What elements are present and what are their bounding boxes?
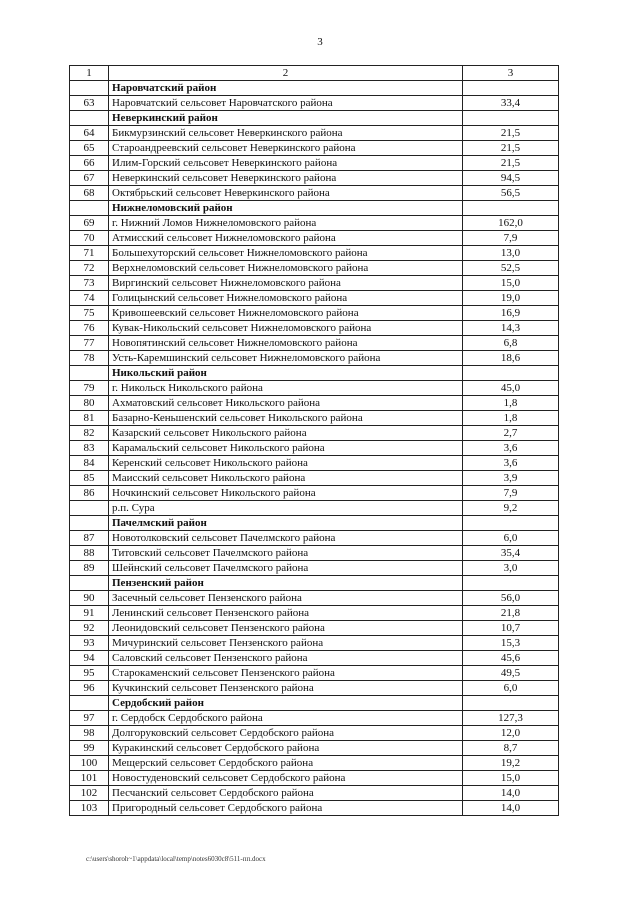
table-row	[70, 606, 559, 621]
value-cell: 14,3	[463, 321, 559, 336]
settlement-name-cell: Староандреевский сельсовет Неверкинского района	[109, 141, 463, 156]
settlement-name-cell: Новопятинский сельсовет Нижнеломовского района	[109, 336, 463, 351]
value-cell: 6,8	[463, 336, 559, 351]
settlement-name-cell: Октябрьский сельсовет Неверкинского района	[109, 186, 463, 201]
district-header-row	[70, 576, 559, 591]
row-number-cell: 85	[70, 471, 109, 486]
table-row	[70, 306, 559, 321]
value-cell: 16,9	[463, 306, 559, 321]
header-col-3: 3	[463, 66, 559, 81]
row-number-cell: 86	[70, 486, 109, 501]
row-number-cell	[70, 501, 109, 516]
settlement-name-cell: Ночкинский сельсовет Никольского района	[109, 486, 463, 501]
table-row	[70, 381, 559, 396]
row-number-cell: 78	[70, 351, 109, 366]
row-number-cell	[70, 696, 109, 711]
row-number-cell: 73	[70, 276, 109, 291]
settlement-name-cell: г. Нижний Ломов Нижнеломовского района	[109, 216, 463, 231]
row-number-cell	[70, 576, 109, 591]
value-cell	[463, 366, 559, 381]
row-number-cell: 99	[70, 741, 109, 756]
settlement-name-cell: Верхнеломовский сельсовет Нижнеломовского района	[109, 261, 463, 276]
table-row	[70, 441, 559, 456]
settlement-name-cell: Новотолковский сельсовет Пачелмского района	[109, 531, 463, 546]
row-number-cell: 69	[70, 216, 109, 231]
table-row	[70, 711, 559, 726]
value-cell: 127,3	[463, 711, 559, 726]
settlement-name-cell: Казарский сельсовет Никольского района	[109, 426, 463, 441]
value-cell: 52,5	[463, 261, 559, 276]
settlement-name-cell: Долгоруковский сельсовет Сердобского района	[109, 726, 463, 741]
table-row	[70, 666, 559, 681]
value-cell: 1,8	[463, 396, 559, 411]
value-cell: 21,5	[463, 141, 559, 156]
header-col-1: 1	[70, 66, 109, 81]
table-body	[70, 66, 559, 816]
value-cell: 15,0	[463, 276, 559, 291]
district-name-cell: Сердобский район	[109, 696, 463, 711]
row-number-cell: 101	[70, 771, 109, 786]
value-cell: 18,6	[463, 351, 559, 366]
settlement-name-cell: Ахматовский сельсовет Никольского района	[109, 396, 463, 411]
settlement-name-cell: Базарно-Кеньшенский сельсовет Никольского района	[109, 411, 463, 426]
value-cell: 14,0	[463, 786, 559, 801]
row-number-cell: 96	[70, 681, 109, 696]
row-number-cell: 72	[70, 261, 109, 276]
settlement-name-cell: Бикмурзинский сельсовет Неверкинского района	[109, 126, 463, 141]
district-header-row	[70, 81, 559, 96]
value-cell: 21,8	[463, 606, 559, 621]
district-header-row	[70, 696, 559, 711]
value-cell: 45,0	[463, 381, 559, 396]
settlement-name-cell: Керенский сельсовет Никольского района	[109, 456, 463, 471]
row-number-cell: 79	[70, 381, 109, 396]
row-number-cell: 98	[70, 726, 109, 741]
table-row	[70, 456, 559, 471]
table-row	[70, 216, 559, 231]
table-row	[70, 351, 559, 366]
row-number-cell: 83	[70, 441, 109, 456]
settlement-name-cell: Неверкинский сельсовет Неверкинского района	[109, 171, 463, 186]
table-row	[70, 321, 559, 336]
row-number-cell: 65	[70, 141, 109, 156]
settlement-name-cell: Мичуринский сельсовет Пензенского района	[109, 636, 463, 651]
row-number-cell: 66	[70, 156, 109, 171]
table-row	[70, 486, 559, 501]
row-number-cell: 71	[70, 246, 109, 261]
row-number-cell: 68	[70, 186, 109, 201]
settlement-name-cell: Голицынский сельсовет Нижнеломовского района	[109, 291, 463, 306]
table-row	[70, 126, 559, 141]
row-number-cell: 90	[70, 591, 109, 606]
row-number-cell: 102	[70, 786, 109, 801]
district-name-cell: Никольский район	[109, 366, 463, 381]
table-row	[70, 396, 559, 411]
value-cell	[463, 696, 559, 711]
settlement-name-cell: Кучкинский сельсовет Пензенского района	[109, 681, 463, 696]
value-cell: 33,4	[463, 96, 559, 111]
settlement-name-cell: Засечный сельсовет Пензенского района	[109, 591, 463, 606]
value-cell: 2,7	[463, 426, 559, 441]
value-cell: 21,5	[463, 156, 559, 171]
value-cell: 12,0	[463, 726, 559, 741]
value-cell: 49,5	[463, 666, 559, 681]
page-number: 3	[317, 36, 323, 48]
table-row	[70, 171, 559, 186]
district-header-row	[70, 111, 559, 126]
settlement-name-cell: Большехуторский сельсовет Нижнеломовского района	[109, 246, 463, 261]
value-cell: 15,3	[463, 636, 559, 651]
table-header-row	[70, 66, 559, 81]
value-cell: 3,9	[463, 471, 559, 486]
settlement-name-cell: Новостуденовский сельсовет Сердобского района	[109, 771, 463, 786]
row-number-cell: 87	[70, 531, 109, 546]
settlement-name-cell: г. Никольск Никольского района	[109, 381, 463, 396]
district-name-cell: Пензенский район	[109, 576, 463, 591]
row-number-cell	[70, 201, 109, 216]
table-row	[70, 546, 559, 561]
row-number-cell: 103	[70, 801, 109, 816]
table-row	[70, 276, 559, 291]
value-cell: 35,4	[463, 546, 559, 561]
row-number-cell	[70, 111, 109, 126]
row-number-cell	[70, 81, 109, 96]
row-number-cell: 75	[70, 306, 109, 321]
row-number-cell: 76	[70, 321, 109, 336]
table-row	[70, 756, 559, 771]
table-row	[70, 771, 559, 786]
district-name-cell: Нижнеломовский район	[109, 201, 463, 216]
settlement-name-cell: Леонидовский сельсовет Пензенского района	[109, 621, 463, 636]
settlement-name-cell: Песчанский сельсовет Сердобского района	[109, 786, 463, 801]
settlement-name-cell: Мещерский сельсовет Сердобского района	[109, 756, 463, 771]
row-number-cell: 64	[70, 126, 109, 141]
district-header-row	[70, 516, 559, 531]
value-cell: 56,5	[463, 186, 559, 201]
table-row	[70, 186, 559, 201]
row-number-cell: 95	[70, 666, 109, 681]
value-cell: 19,2	[463, 756, 559, 771]
settlement-name-cell: Титовский сельсовет Пачелмского района	[109, 546, 463, 561]
row-number-cell	[70, 516, 109, 531]
row-number-cell: 89	[70, 561, 109, 576]
table-row	[70, 591, 559, 606]
table-row	[70, 141, 559, 156]
settlement-name-cell: Карамальский сельсовет Никольского района	[109, 441, 463, 456]
value-cell: 7,9	[463, 231, 559, 246]
row-number-cell: 93	[70, 636, 109, 651]
settlement-name-cell: Саловский сельсовет Пензенского района	[109, 651, 463, 666]
table-row	[70, 501, 559, 516]
value-cell: 1,8	[463, 411, 559, 426]
table-row	[70, 621, 559, 636]
allocation-table	[69, 65, 559, 816]
settlement-name-cell: Наровчатский сельсовет Наровчатского района	[109, 96, 463, 111]
value-cell: 14,0	[463, 801, 559, 816]
row-number-cell: 77	[70, 336, 109, 351]
row-number-cell: 81	[70, 411, 109, 426]
table-row	[70, 531, 559, 546]
table-row	[70, 471, 559, 486]
settlement-name-cell: Старокаменский сельсовет Пензенского района	[109, 666, 463, 681]
table-row	[70, 561, 559, 576]
district-name-cell: Неверкинский район	[109, 111, 463, 126]
row-number-cell: 91	[70, 606, 109, 621]
table-row	[70, 336, 559, 351]
value-cell: 3,0	[463, 561, 559, 576]
table-row	[70, 246, 559, 261]
row-number-cell: 100	[70, 756, 109, 771]
settlement-name-cell: Пригородный сельсовет Сердобского района	[109, 801, 463, 816]
row-number-cell: 74	[70, 291, 109, 306]
table-row	[70, 426, 559, 441]
header-col-2: 2	[109, 66, 463, 81]
row-number-cell: 67	[70, 171, 109, 186]
district-name-cell: Пачелмский район	[109, 516, 463, 531]
table-row	[70, 156, 559, 171]
row-number-cell: 94	[70, 651, 109, 666]
row-number-cell: 88	[70, 546, 109, 561]
settlement-name-cell: Виргинский сельсовет Нижнеломовского района	[109, 276, 463, 291]
settlement-name-cell: р.п. Сура	[109, 501, 463, 516]
table-row	[70, 261, 559, 276]
value-cell: 7,9	[463, 486, 559, 501]
value-cell: 21,5	[463, 126, 559, 141]
settlement-name-cell: Усть-Каремшинский сельсовет Нижнеломовского района	[109, 351, 463, 366]
row-number-cell: 84	[70, 456, 109, 471]
value-cell	[463, 576, 559, 591]
table-row	[70, 291, 559, 306]
table-row	[70, 801, 559, 816]
value-cell: 13,0	[463, 246, 559, 261]
value-cell: 10,7	[463, 621, 559, 636]
row-number-cell: 80	[70, 396, 109, 411]
row-number-cell: 97	[70, 711, 109, 726]
row-number-cell: 82	[70, 426, 109, 441]
value-cell	[463, 111, 559, 126]
settlement-name-cell: Ленинский сельсовет Пензенского района	[109, 606, 463, 621]
value-cell: 9,2	[463, 501, 559, 516]
settlement-name-cell: Кривошеевский сельсовет Нижнеломовского района	[109, 306, 463, 321]
value-cell: 6,0	[463, 681, 559, 696]
settlement-name-cell: Илим-Горский сельсовет Неверкинского района	[109, 156, 463, 171]
settlement-name-cell: Кувак-Никольский сельсовет Нижнеломовского района	[109, 321, 463, 336]
table-row	[70, 741, 559, 756]
row-number-cell: 63	[70, 96, 109, 111]
value-cell	[463, 81, 559, 96]
row-number-cell: 70	[70, 231, 109, 246]
value-cell	[463, 201, 559, 216]
table-row	[70, 636, 559, 651]
table-row	[70, 786, 559, 801]
value-cell: 45,6	[463, 651, 559, 666]
value-cell: 19,0	[463, 291, 559, 306]
row-number-cell	[70, 366, 109, 381]
file-path-footer: c:\users\shoroh~1\appdata\local\temp\notes6030c8\511-пп.docx	[86, 855, 266, 863]
value-cell: 56,0	[463, 591, 559, 606]
value-cell	[463, 516, 559, 531]
district-header-row	[70, 366, 559, 381]
table-row	[70, 96, 559, 111]
settlement-name-cell: Шейнский сельсовет Пачелмского района	[109, 561, 463, 576]
value-cell: 6,0	[463, 531, 559, 546]
table-row	[70, 726, 559, 741]
row-number-cell: 92	[70, 621, 109, 636]
settlement-name-cell: Атмисский сельсовет Нижнеломовского района	[109, 231, 463, 246]
value-cell: 8,7	[463, 741, 559, 756]
district-header-row	[70, 201, 559, 216]
settlement-name-cell: г. Сердобск Сердобского района	[109, 711, 463, 726]
district-name-cell: Наровчатский район	[109, 81, 463, 96]
table-row	[70, 411, 559, 426]
value-cell: 3,6	[463, 441, 559, 456]
table-row	[70, 681, 559, 696]
value-cell: 94,5	[463, 171, 559, 186]
value-cell: 15,0	[463, 771, 559, 786]
table-row	[70, 651, 559, 666]
settlement-name-cell: Куракинский сельсовет Сердобского района	[109, 741, 463, 756]
value-cell: 162,0	[463, 216, 559, 231]
settlement-name-cell: Маисский сельсовет Никольского района	[109, 471, 463, 486]
value-cell: 3,6	[463, 456, 559, 471]
table-row	[70, 231, 559, 246]
